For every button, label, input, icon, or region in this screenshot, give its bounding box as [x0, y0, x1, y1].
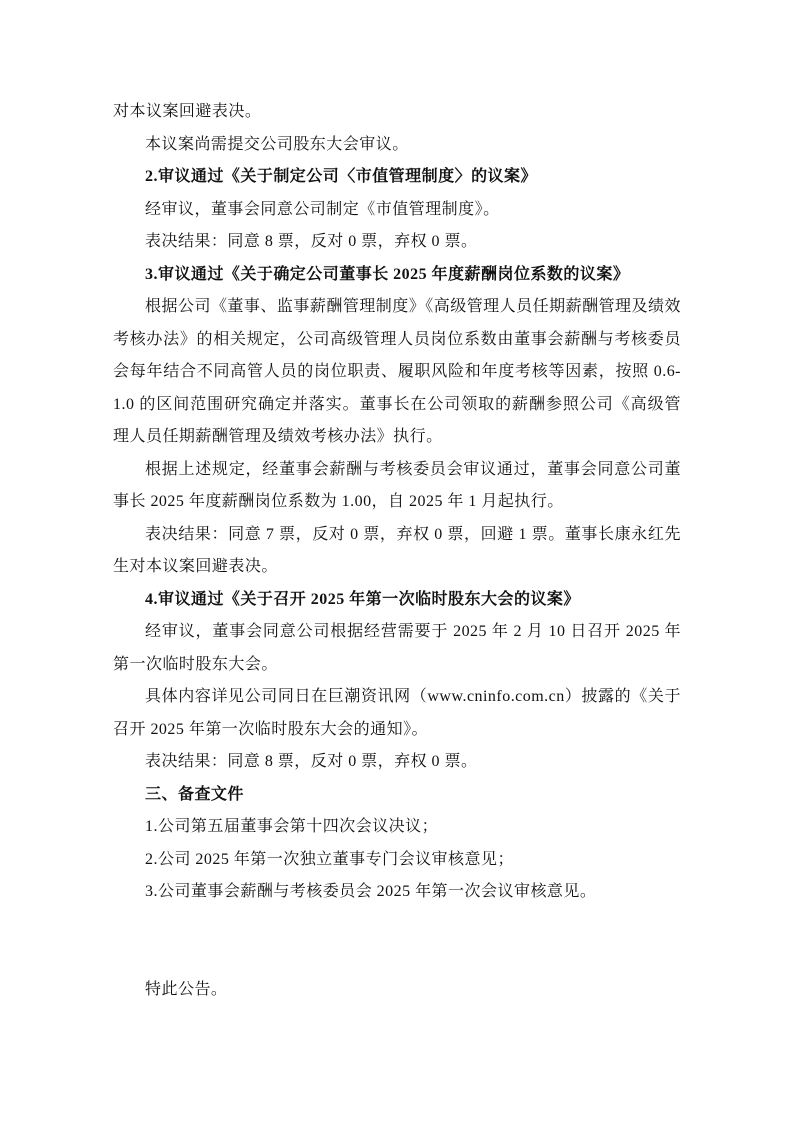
paragraph: 经审议，董事会同意公司制定《市值管理制度》。 — [145, 200, 500, 218]
paragraph: 根据公司《董事、监事薪酬管理制度》《高级管理人员任期薪酬管理及绩效考核办法》的相关规定，公司高级管理人员岗位系数由董事会薪酬与考核委员会每年结合不同高管人员的岗位职责、履职风险和年度考核等因素，按照 0.6-1.0 的区间范围研究确定并落实。董事长在公司领取的薪酬参照公司《高级管理人员任期薪酬管理及绩效考核办法》执行。 — [113, 298, 681, 445]
paragraph: 表决结果：同意 8 票，反对 0 票，弃权 0 票。 — [145, 233, 478, 250]
paragraph: 表决结果：同意 8 票，反对 0 票，弃权 0 票。 — [145, 753, 478, 770]
blank-line — [113, 941, 681, 974]
section-heading: 4.审议通过《关于召开 2025 年第一次临时股东大会的议案》 — [145, 590, 580, 608]
paragraph: 表决结果：同意 7 票，反对 0 票，弃权 0 票，回避 1 票。董事长康永红先生对本议案回避表决。 — [113, 525, 681, 575]
paragraph: 对本议案回避表决。 — [113, 103, 262, 120]
paragraph: 本议案尚需提交公司股东大会审议。 — [145, 135, 409, 153]
paragraph: 经审议，董事会同意公司根据经营需要于 2025 年 2 月 10 日召开 2025 年第一次临时股东大会。 — [113, 623, 681, 673]
document-content — [113, 96, 681, 1006]
section-heading: 3.审议通过《关于确定公司董事长 2025 年度薪酬岗位系数的议案》 — [145, 265, 630, 283]
paragraph: 2.公司 2025 年第一次独立董事专门会议审核意见； — [145, 850, 514, 868]
blank-line — [113, 909, 681, 942]
section-heading: 三、备查文件 — [145, 785, 244, 803]
paragraph: 根据上述规定，经董事会薪酬与考核委员会审议通过，董事会同意公司董事长 2025 年度薪酬岗位系数为 1.00，自 2025 年 1 月起执行。 — [113, 460, 681, 510]
paragraph: 具体内容详见公司同日在巨潮资讯网（www.cninfo.com.cn）披露的《关于召开 2025 年第一次临时股东大会的通知》。 — [113, 688, 681, 738]
paragraph: 3.公司董事会薪酬与考核委员会 2025 年第一次会议审核意见。 — [145, 883, 597, 900]
section-heading: 2.审议通过《关于制定公司〈市值管理制度〉的议案》 — [145, 168, 538, 185]
paragraph: 1.公司第五届董事会第十四次会议决议； — [145, 818, 439, 835]
paragraph: 特此公告。 — [145, 980, 228, 998]
